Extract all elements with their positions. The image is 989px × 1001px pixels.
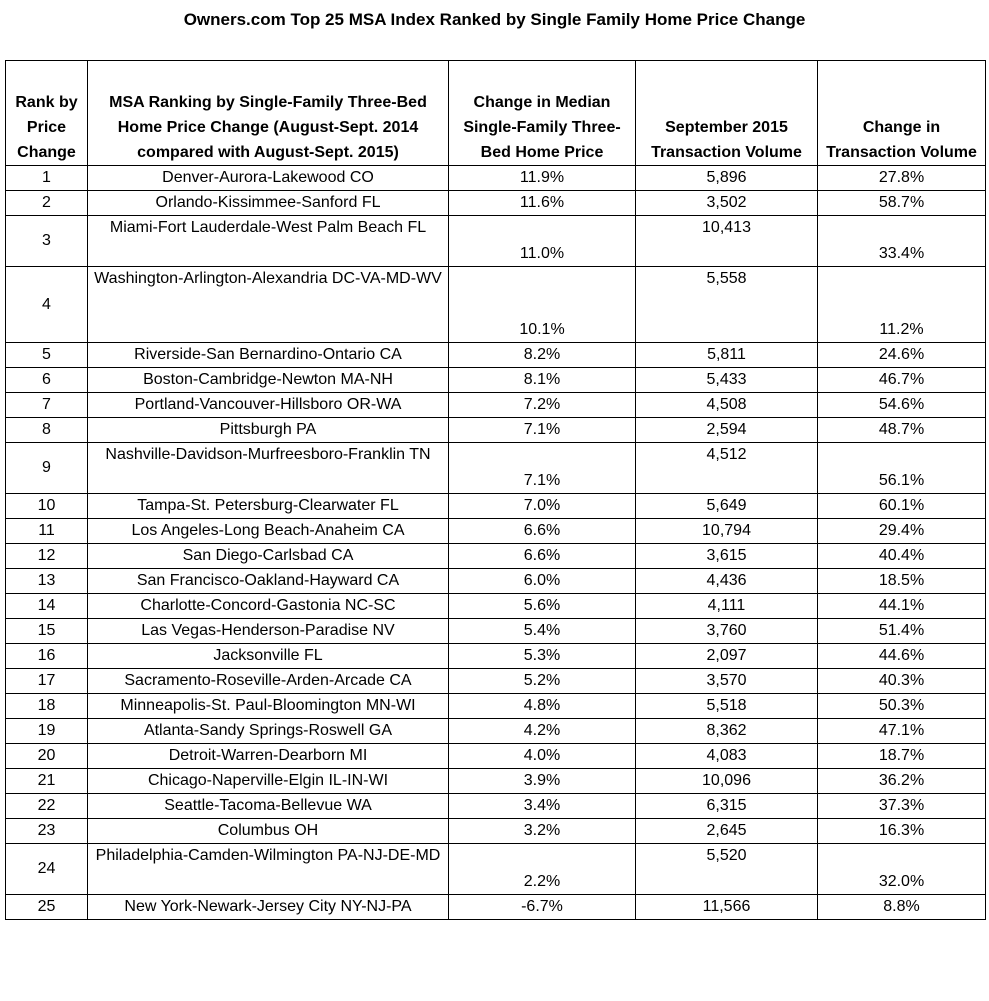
price-change-cell: 6.0% [449,569,636,594]
table-row [6,216,986,267]
volume-cell: 2,594 [636,418,818,443]
rank-cell: 1 [6,166,88,191]
volume-cell: 5,896 [636,166,818,191]
rank-cell: 22 [6,794,88,819]
price-change-cell: 5.2% [449,669,636,694]
volume-cell: 3,760 [636,619,818,644]
volume-cell: 5,558 [636,267,818,343]
volume-cell: 5,811 [636,343,818,368]
rank-cell: 13 [6,569,88,594]
volume-cell: 2,645 [636,819,818,844]
price-change-cell: 7.0% [449,494,636,519]
volume-cell: 11,566 [636,895,818,920]
msa-cell: Washington-Arlington-Alexandria DC-VA-MD-WV [88,267,449,343]
msa-cell: Miami-Fort Lauderdale-West Palm Beach FL [88,216,449,267]
volume-change-cell: 33.4% [818,216,986,267]
price-change-cell: 10.1% [449,267,636,343]
volume-change-cell: 18.7% [818,744,986,769]
msa-cell: San Diego-Carlsbad CA [88,544,449,569]
volume-change-cell: 18.5% [818,569,986,594]
volume-cell: 4,111 [636,594,818,619]
price-change-cell: 4.2% [449,719,636,744]
price-change-cell: 11.9% [449,166,636,191]
volume-change-cell: 11.2% [818,267,986,343]
price-change-cell: 4.8% [449,694,636,719]
msa-cell: Los Angeles-Long Beach-Anaheim CA [88,519,449,544]
table-row [6,669,986,694]
volume-cell: 6,315 [636,794,818,819]
rank-cell: 10 [6,494,88,519]
table-row [6,191,986,216]
volume-change-cell: 27.8% [818,166,986,191]
rank-cell: 12 [6,544,88,569]
page-title: Owners.com Top 25 MSA Index Ranked by Single Family Home Price Change [183,10,806,29]
rank-cell: 4 [6,267,88,343]
msa-cell: Chicago-Naperville-Elgin IL-IN-WI [88,769,449,794]
table-row [6,343,986,368]
table-row [6,393,986,418]
volume-cell: 10,096 [636,769,818,794]
volume-change-cell: 54.6% [818,393,986,418]
volume-change-cell: 51.4% [818,619,986,644]
volume-cell: 10,794 [636,519,818,544]
volume-cell: 3,615 [636,544,818,569]
volume-change-cell: 47.1% [818,719,986,744]
price-change-cell: 3.4% [449,794,636,819]
volume-cell: 8,362 [636,719,818,744]
volume-change-cell: 40.3% [818,669,986,694]
table-header-row [6,61,986,166]
table-row [6,895,986,920]
header-volume: September 2015 Transaction Volume [636,61,818,166]
msa-cell: Portland-Vancouver-Hillsboro OR-WA [88,393,449,418]
rank-cell: 25 [6,895,88,920]
rank-cell: 17 [6,669,88,694]
price-change-cell: 7.1% [449,418,636,443]
header-volume-change: Change in Transaction Volume [818,61,986,166]
volume-cell: 5,518 [636,694,818,719]
rank-cell: 5 [6,343,88,368]
msa-cell: Nashville-Davidson-Murfreesboro-Franklin TN [88,443,449,494]
table-row [6,694,986,719]
table-row [6,494,986,519]
msa-cell: Orlando-Kissimmee-Sanford FL [88,191,449,216]
header-price-change: Change in Median Single-Family Three-Bed Home Price [449,61,636,166]
volume-cell: 10,413 [636,216,818,267]
price-change-cell: 5.3% [449,644,636,669]
table-row [6,644,986,669]
msa-cell: Charlotte-Concord-Gastonia NC-SC [88,594,449,619]
table-row [6,544,986,569]
table-body [6,166,986,920]
rank-cell: 18 [6,694,88,719]
price-change-cell: 6.6% [449,519,636,544]
volume-change-cell: 8.8% [818,895,986,920]
rank-cell: 11 [6,519,88,544]
price-change-cell: -6.7% [449,895,636,920]
rank-cell: 19 [6,719,88,744]
price-change-cell: 7.1% [449,443,636,494]
volume-cell: 5,433 [636,368,818,393]
msa-cell: Columbus OH [88,819,449,844]
msa-cell: Philadelphia-Camden-Wilmington PA-NJ-DE-MD [88,844,449,895]
price-change-cell: 3.9% [449,769,636,794]
volume-change-cell: 32.0% [818,844,986,895]
rank-cell: 6 [6,368,88,393]
volume-change-cell: 24.6% [818,343,986,368]
header-rank: Rank by Price Change [6,61,88,166]
table-row [6,594,986,619]
price-change-cell: 4.0% [449,744,636,769]
volume-change-cell: 16.3% [818,819,986,844]
price-change-cell: 3.2% [449,819,636,844]
rank-cell: 20 [6,744,88,769]
table-row [6,443,986,494]
table-row [6,844,986,895]
volume-change-cell: 40.4% [818,544,986,569]
msa-cell: Atlanta-Sandy Springs-Roswell GA [88,719,449,744]
table-row [6,719,986,744]
msa-cell: New York-Newark-Jersey City NY-NJ-PA [88,895,449,920]
table-row [6,569,986,594]
msa-cell: Pittsburgh PA [88,418,449,443]
table-row [6,166,986,191]
price-change-cell: 5.6% [449,594,636,619]
rank-cell: 14 [6,594,88,619]
price-change-cell: 7.2% [449,393,636,418]
table-row [6,819,986,844]
price-change-cell: 2.2% [449,844,636,895]
rank-cell: 3 [6,216,88,267]
rank-cell: 21 [6,769,88,794]
msa-cell: Jacksonville FL [88,644,449,669]
rank-cell: 7 [6,393,88,418]
msa-cell: Minneapolis-St. Paul-Bloomington MN-WI [88,694,449,719]
table-row [6,267,986,343]
table-row [6,794,986,819]
table-row [6,519,986,544]
volume-change-cell: 37.3% [818,794,986,819]
volume-cell: 3,570 [636,669,818,694]
price-change-cell: 11.6% [449,191,636,216]
msa-cell: Sacramento-Roseville-Arden-Arcade CA [88,669,449,694]
volume-change-cell: 58.7% [818,191,986,216]
volume-change-cell: 36.2% [818,769,986,794]
rank-cell: 9 [6,443,88,494]
volume-cell: 4,436 [636,569,818,594]
volume-change-cell: 56.1% [818,443,986,494]
volume-cell: 5,520 [636,844,818,895]
rank-cell: 23 [6,819,88,844]
volume-change-cell: 44.6% [818,644,986,669]
msa-cell: Seattle-Tacoma-Bellevue WA [88,794,449,819]
table-row [6,418,986,443]
msa-cell: San Francisco-Oakland-Hayward CA [88,569,449,594]
table-row [6,744,986,769]
msa-cell: Riverside-San Bernardino-Ontario CA [88,343,449,368]
volume-change-cell: 50.3% [818,694,986,719]
volume-change-cell: 29.4% [818,519,986,544]
rank-cell: 24 [6,844,88,895]
volume-cell: 3,502 [636,191,818,216]
price-change-cell: 5.4% [449,619,636,644]
rank-cell: 8 [6,418,88,443]
volume-change-cell: 48.7% [818,418,986,443]
header-msa: MSA Ranking by Single-Family Three-Bed Home Price Change (August-Sept. 2014 compared with August-Sept. 2015) [88,61,449,166]
msa-index-table [5,60,986,920]
table-row [6,368,986,393]
msa-cell: Boston-Cambridge-Newton MA-NH [88,368,449,393]
volume-change-cell: 46.7% [818,368,986,393]
volume-cell: 2,097 [636,644,818,669]
price-change-cell: 11.0% [449,216,636,267]
msa-cell: Detroit-Warren-Dearborn MI [88,744,449,769]
volume-cell: 4,083 [636,744,818,769]
rank-cell: 15 [6,619,88,644]
volume-cell: 5,649 [636,494,818,519]
table-row [6,769,986,794]
price-change-cell: 8.2% [449,343,636,368]
rank-cell: 2 [6,191,88,216]
table-row [6,619,986,644]
msa-cell: Denver-Aurora-Lakewood CO [88,166,449,191]
volume-cell: 4,508 [636,393,818,418]
msa-cell: Tampa-St. Petersburg-Clearwater FL [88,494,449,519]
volume-change-cell: 60.1% [818,494,986,519]
price-change-cell: 6.6% [449,544,636,569]
price-change-cell: 8.1% [449,368,636,393]
volume-cell: 4,512 [636,443,818,494]
msa-cell: Las Vegas-Henderson-Paradise NV [88,619,449,644]
volume-change-cell: 44.1% [818,594,986,619]
rank-cell: 16 [6,644,88,669]
